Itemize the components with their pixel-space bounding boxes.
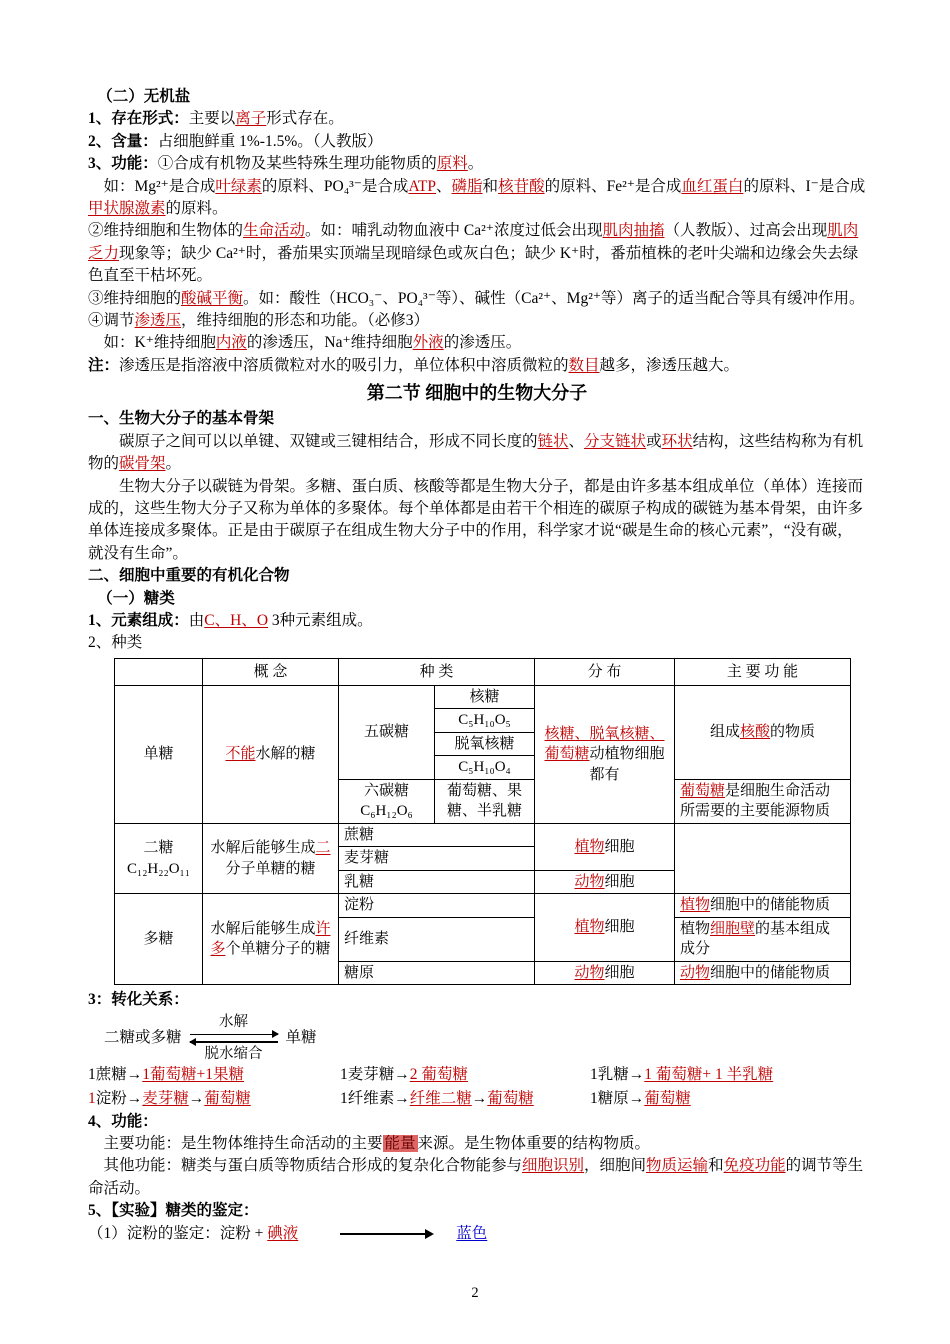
text-run: 的原料、Fe²⁺是合成: [544, 177, 682, 195]
text-run: 物质运输: [646, 1157, 709, 1175]
pentose-function-cell: [675, 685, 851, 779]
text-run: 内液: [215, 334, 247, 352]
text-run: 淀粉: [344, 897, 375, 914]
text-run: →: [188, 1089, 205, 1107]
text-run: 乳糖: [344, 873, 375, 890]
starch-test-line: [88, 1223, 866, 1245]
text-run: 植物: [574, 838, 605, 855]
condensation-label: 脱水缩合: [204, 1045, 263, 1062]
text-run: 核苷酸: [498, 177, 545, 195]
para-carbon-bonds: [88, 431, 866, 476]
text-run: 1纤维素→: [340, 1089, 410, 1107]
header-function: 主 要 功 能: [675, 658, 851, 685]
para-element-composition: [88, 610, 866, 632]
text-run: 4、功能：: [88, 1112, 158, 1130]
text-run: 环状: [661, 432, 693, 450]
text-run: 水解后能够生成: [210, 840, 316, 856]
text-run: ATP: [408, 177, 437, 195]
text-run: 核酸: [739, 724, 770, 740]
text-run: （一）糖类: [97, 589, 175, 607]
text-run: 注：: [88, 356, 120, 374]
text-run: ④调节: [88, 312, 135, 330]
text-run: 。如：哺乳动物血液中 Ca²⁺浓度过低会出现: [305, 222, 603, 240]
text-run: 二糖: [143, 840, 174, 856]
text-run: C₆H₁₂O₆: [360, 803, 413, 820]
para-function-2: [88, 220, 866, 287]
text-run: 主要功能：是生物体维持生命活动的主要: [103, 1135, 383, 1153]
text-run: 细胞壁: [710, 920, 756, 937]
hydrolysis-label: 水解: [219, 1013, 249, 1030]
text-run: 葡萄糖: [487, 1089, 534, 1107]
text-run: 结构，这些结构称为有机物的: [88, 432, 864, 473]
text-run: 的渗透压，Na⁺维持细胞: [246, 334, 413, 352]
text-run: 1糖原→: [590, 1089, 645, 1107]
para-function-4-example: [88, 332, 866, 354]
text-run: 动物: [680, 964, 711, 981]
mono-concept-cell: [203, 685, 339, 823]
poly-label-cell: [115, 894, 203, 985]
text-run: 核糖: [469, 688, 500, 705]
text-run: 水解的糖: [255, 746, 316, 762]
poly-concept-cell: [203, 894, 339, 985]
text-run: ②维持细胞和生物体的: [88, 222, 244, 240]
section-functions: [88, 1111, 866, 1201]
text-run: 细胞: [604, 964, 635, 981]
section2-title: 第二节 细胞中的生物大分子: [366, 383, 588, 404]
text-run: 其他功能：糖类与蛋白质等物质结合形成的复杂化合物能参与: [103, 1157, 523, 1175]
text-run: C、H、O: [204, 611, 269, 629]
reversible-arrows: [190, 1014, 278, 1063]
text-run: 数目: [568, 356, 600, 374]
text-run: 生物大分子以碳链为骨架。多糖、蛋白质、核酸等都是生物大分子，都是由许多基本组成单位（单体）连接而成的，这些生物大分子又称为单体的多聚体。每个单体都是由若干个相连的碳原子构成的碳链为基本骨架，由许多单体连接成多聚体。正是由于碳原子在组成生物大分子中的作用，科学家才说“碳是生命的核心元素”，“没有碳，就没有生命”。: [88, 477, 864, 562]
left-arrow-icon: [190, 1041, 278, 1043]
text-run: 磷脂: [451, 177, 483, 195]
text-run: 能量: [384, 1135, 416, 1153]
para-main-function: [88, 1133, 866, 1155]
conversion-line-2: [88, 1087, 866, 1111]
table-row: [115, 823, 851, 847]
header-concept: 概 念: [203, 658, 339, 685]
header-kind: 种 类: [339, 658, 535, 685]
heading-functions: [88, 1111, 866, 1133]
text-run: 1 葡萄糖+ 1 半乳糖: [644, 1065, 774, 1083]
text-run: 六碳糖: [363, 782, 409, 799]
text-run: ，维持细胞的形态和功能。（必修3）: [181, 312, 430, 330]
para-function-1-example: [88, 176, 866, 221]
text-run: 渗透压: [134, 312, 182, 330]
text-run: 水解后能够生成: [210, 920, 316, 937]
sugar-classification-table: [114, 658, 851, 986]
glycogen-conversion: [590, 1087, 691, 1111]
starch-cell: [339, 894, 535, 918]
deoxyribose-cell: [435, 732, 535, 756]
text-run: 现象等；缺少 Ca²⁺时，番茄果实顶端呈现暗绿色或灰白色；缺少 K⁺时，番茄植株的老叶尖端和边缘会失去绿色直至干枯坏死。: [88, 244, 859, 285]
text-run: 多糖: [143, 931, 174, 947]
text-run: 分支链状: [584, 432, 647, 450]
para-function-4: [88, 310, 866, 332]
text-run: 二: [315, 840, 331, 856]
text-run: 一、生物大分子的基本骨架: [88, 410, 275, 428]
text-run: 组成: [709, 724, 740, 740]
text-run: 麦芽糖: [142, 1089, 189, 1107]
header-distribution: 分 布: [535, 658, 675, 685]
hexose-kinds-cell: [435, 779, 535, 823]
cellulose-conversion: [340, 1087, 590, 1111]
text-run: 如：Mg²⁺是合成: [103, 177, 216, 195]
text-run: 葡萄糖: [644, 1089, 691, 1107]
right-arrow-icon: [190, 1034, 278, 1036]
text-run: 的物质: [770, 724, 816, 740]
heading-experiment: [88, 1200, 866, 1222]
para-existence-form: [88, 108, 866, 130]
text-run: 纤维素: [344, 931, 390, 947]
text-run: 不能: [225, 746, 256, 762]
text-run: 动物: [574, 964, 605, 981]
conversion-diagram: [104, 1014, 866, 1063]
text-run: 是细胞生命活动所需要的主要能源物质: [680, 782, 831, 820]
heading-sugars: [88, 588, 866, 610]
table-row: [115, 894, 851, 918]
text-run: 2 葡萄糖: [409, 1065, 468, 1083]
text-run: 1蔗糖→: [88, 1065, 143, 1083]
text-run: 5、【实验】糖类的鉴定：: [88, 1202, 259, 1220]
poly-plant-cell: [535, 894, 675, 962]
heading-carbon-skeleton: [88, 408, 866, 430]
text-run: 1麦芽糖→: [340, 1065, 410, 1083]
text-run: 植物: [574, 919, 605, 936]
section-macromolecules: [88, 408, 866, 654]
cellulose-function-cell: [675, 917, 851, 961]
text-run: 如：K⁺维持细胞: [103, 334, 216, 352]
text-run: C₅H₁₀O₅: [458, 712, 511, 729]
text-run: 糖原: [344, 964, 375, 981]
starch-test-reagents: [88, 1225, 298, 1242]
glycogen-cell: [339, 961, 535, 985]
text-run: 渗透压是指溶液中溶质微粒对水的吸引力，单位体积中溶质微粒的: [119, 356, 569, 374]
di-function-cell-empty: [675, 823, 851, 894]
text-run: 1葡萄糖+1果糖: [142, 1065, 245, 1083]
text-run: 的原料、I⁻是合成: [743, 177, 866, 195]
conversion-left-term: 二糖或多糖: [104, 1029, 182, 1047]
text-run: 细胞: [604, 919, 635, 936]
text-run: 核糖、脱氧核糖、葡萄糖: [544, 725, 665, 762]
text-run: 占细胞鲜重 1%-1.5%。（人教版）: [157, 132, 383, 150]
text-run: 蓝色: [456, 1224, 488, 1242]
deoxyribose-formula-cell: [435, 756, 535, 780]
text-run: 五碳糖: [363, 724, 409, 740]
text-run: 甲状腺激素: [88, 200, 166, 218]
di-animal-cell: [535, 870, 675, 894]
hexose-cell: [339, 779, 435, 823]
table-header-row: [115, 658, 851, 685]
text-run: 生命活动: [243, 222, 306, 240]
text-run: 碘液: [267, 1224, 299, 1242]
text-run: 许多: [210, 920, 331, 958]
text-run: 血红蛋白: [681, 177, 744, 195]
text-run: 植物: [680, 920, 711, 937]
di-concept-cell: [203, 823, 339, 894]
text-run: 1、元素组成：: [88, 611, 189, 629]
text-run: 来源。是生物体重要的结构物质。: [417, 1135, 651, 1153]
text-run: （二）无机盐: [97, 88, 191, 105]
section-inorganic-salts: [88, 86, 866, 377]
ribose-cell: [435, 685, 535, 709]
para-function-1: [88, 153, 866, 175]
text-run: 肌肉乏力: [88, 222, 859, 262]
text-run: 酸碱平衡: [181, 289, 244, 307]
text-run: 二、细胞中重要的有机化合物: [88, 567, 290, 585]
text-run: 的渗透压。: [443, 334, 522, 352]
text-run: 脱氧核糖: [454, 735, 515, 752]
sucrose-cell: [339, 823, 535, 847]
para-function-3: [88, 288, 866, 310]
text-run: 肌肉抽搐: [602, 222, 665, 240]
para-kinds-label: [88, 632, 866, 654]
para-other-function: [88, 1155, 866, 1200]
text-run: 越多，渗透压越大。: [599, 356, 740, 374]
text-run: 和: [482, 177, 499, 195]
glycogen-function-cell: [675, 961, 851, 985]
text-run: ，细胞间: [584, 1157, 647, 1175]
text-run: 链状: [537, 432, 569, 450]
text-run: 蔗糖: [344, 826, 375, 843]
text-run: 淀粉→: [95, 1089, 143, 1107]
text-run: ①合成有机物及某些特殊生理功能物质的: [157, 155, 437, 173]
text-run: 离子: [235, 110, 267, 128]
text-run: 1: [88, 1089, 96, 1107]
text-run: 或: [646, 432, 662, 450]
text-run: 形式存在。: [266, 110, 344, 128]
text-run: 单糖: [143, 746, 174, 762]
para-content-amount: [88, 131, 866, 153]
maltose-conversion: [340, 1063, 590, 1087]
text-run: 碳骨架: [119, 455, 166, 473]
text-run: 的原料。: [165, 200, 228, 218]
text-run: 。: [165, 455, 182, 473]
text-run: 碳原子之间可以以单键、双键或三键相结合，形成不同长度的: [119, 432, 538, 450]
text-run: 和: [708, 1157, 724, 1175]
pentose-cell: [339, 685, 435, 779]
text-run: 1乳糖→: [590, 1065, 645, 1083]
text-run: 细胞: [604, 873, 635, 890]
text-run: 。: [467, 155, 484, 173]
text-run: C₅H₁₀O₄: [458, 759, 511, 776]
text-run: （1）淀粉的鉴定：淀粉 +: [88, 1224, 268, 1242]
maltose-cell: [339, 847, 535, 871]
text-run: 的原料、PO₄³⁻是合成: [261, 177, 409, 195]
cellulose-cell: [339, 917, 535, 961]
page-number: 2: [471, 1285, 479, 1301]
mono-label-cell: [115, 685, 203, 823]
text-run: 的基本组成成分: [680, 920, 831, 958]
text-run: 1、存在形式：: [88, 110, 189, 128]
text-run: 2、种类: [88, 634, 143, 652]
hexose-function-cell: [675, 779, 851, 823]
section-conversion: [88, 989, 866, 1110]
text-run: 3种元素组成。: [268, 611, 373, 629]
text-run: 麦芽糖: [344, 850, 390, 867]
starch-test-result: [456, 1225, 487, 1242]
sucrose-conversion: [88, 1063, 340, 1087]
starch-conversion: [88, 1087, 340, 1111]
lactose-conversion: [590, 1063, 773, 1087]
text-run: C₁₂H₂₂O₁₁: [126, 860, 191, 877]
text-run: （人教版）、过高会出现: [664, 222, 828, 240]
reaction-arrow-icon: [340, 1233, 432, 1235]
mono-distribution-cell: [535, 685, 675, 823]
text-run: 。如：酸性（HCO₃⁻、PO₄³⁻等）、碱性（Ca²⁺、Mg²⁺等）离子的适当配合等具有缓冲作用。: [243, 289, 865, 307]
text-run: 动物: [574, 873, 605, 890]
text-run: ③维持细胞的: [88, 289, 182, 307]
lactose-cell: [339, 870, 535, 894]
text-run: 植物: [680, 897, 711, 914]
text-run: 的调节等生命活动。: [88, 1157, 864, 1197]
di-label-cell: [115, 823, 203, 894]
heading-organic-compounds: [88, 565, 866, 587]
poly-animal-cell: [535, 961, 675, 985]
section-experiment: [88, 1200, 866, 1245]
text-run: 分子单糖的糖: [225, 860, 316, 877]
conversion-line-1: [88, 1063, 866, 1087]
header-empty-cell: [115, 658, 203, 685]
text-run: 主要以: [188, 110, 236, 128]
table-row: [115, 685, 851, 709]
di-plant-cell: [535, 823, 675, 870]
ribose-formula-cell: [435, 709, 535, 733]
text-run: 个单糖分子的糖: [225, 941, 331, 958]
para-polymer: [88, 476, 866, 566]
starch-function-cell: [675, 894, 851, 918]
text-run: 外液: [412, 334, 444, 352]
text-run: 、: [436, 177, 452, 195]
text-run: 3：转化关系：: [88, 991, 189, 1009]
text-run: →: [471, 1089, 488, 1107]
heading-conversion: [88, 989, 866, 1011]
text-run: 3、功能：: [88, 155, 158, 173]
text-run: 细胞识别: [522, 1157, 585, 1175]
text-run: 免疫功能: [723, 1157, 786, 1175]
text-run: 动植物细胞都有: [589, 746, 665, 783]
text-run: 细胞中的储能物质: [710, 897, 831, 914]
text-run: 葡萄糖: [680, 782, 726, 799]
text-run: 由: [188, 611, 205, 629]
text-run: 纤维二糖: [409, 1089, 472, 1107]
text-run: 原料: [436, 155, 468, 173]
text-run: 细胞中的储能物质: [710, 964, 831, 981]
text-run: 、: [568, 432, 585, 450]
text-run: 叶绿素: [215, 177, 262, 195]
heading-inorganic: [88, 86, 866, 108]
para-osmotic-note: [88, 355, 866, 377]
text-run: 细胞: [604, 838, 635, 855]
conversion-right-term: 单糖: [285, 1029, 317, 1047]
text-run: 葡萄糖、果糖、半乳糖: [446, 782, 522, 820]
text-run: 葡萄糖: [204, 1089, 251, 1107]
text-run: 2、含量：: [88, 132, 158, 150]
